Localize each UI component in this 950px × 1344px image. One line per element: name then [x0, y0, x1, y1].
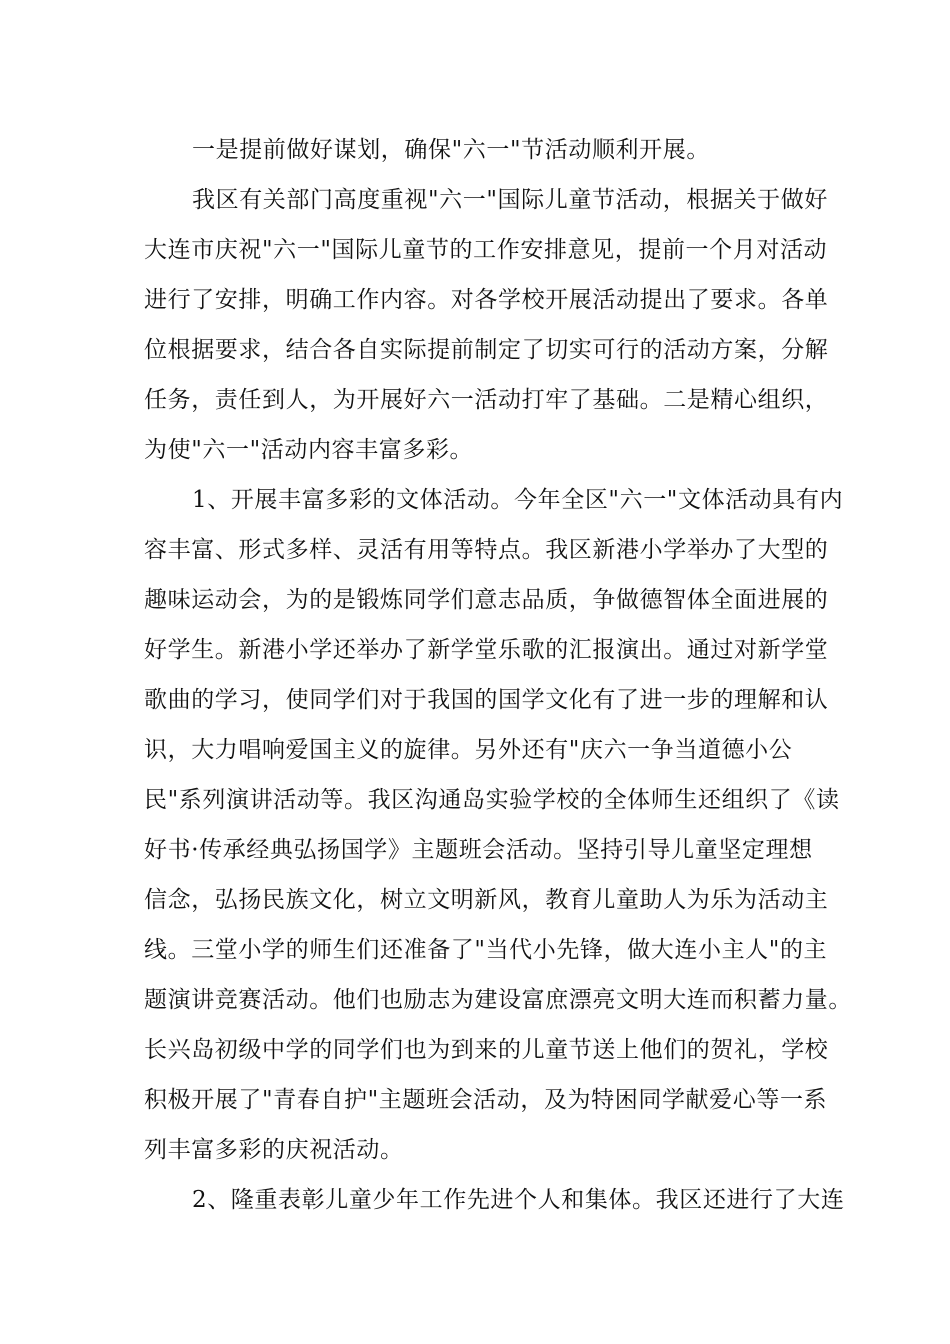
paragraph-line: 民"系列演讲活动等。我区沟通岛实验学校的全体师生还组织了《读 — [144, 787, 840, 813]
paragraph-line: 积极开展了"青春自护"主题班会活动，及为特困同学献爱心等一系 — [144, 1087, 828, 1113]
paragraph-line: 1、开展丰富多彩的文体活动。今年全区"六一"文体活动具有内 — [192, 487, 844, 513]
paragraph-line: 为使"六一"活动内容丰富多彩。 — [144, 437, 474, 463]
paragraph-line: 长兴岛初级中学的同学们也为到来的儿童节送上他们的贺礼，学校 — [144, 1037, 829, 1063]
paragraph-line: 线。三堂小学的师生们还准备了"当代小先锋，做大连小主人"的主 — [144, 937, 828, 963]
paragraph-line: 容丰富、形式多样、灵活有用等特点。我区新港小学举办了大型的 — [144, 537, 829, 563]
paragraph-line: 歌曲的学习，使同学们对于我国的国学文化有了进一步的理解和认 — [144, 687, 829, 713]
paragraph-line: 我区有关部门高度重视"六一"国际儿童节活动，根据关于做好 — [192, 187, 828, 213]
paragraph-line: 趣味运动会，为的是锻炼同学们意志品质，争做德智体全面进展的 — [144, 587, 829, 613]
paragraph-line: 好学生。新港小学还举办了新学堂乐歌的汇报演出。通过对新学堂 — [144, 637, 829, 663]
paragraph-line: 识，大力唱响爱国主义的旋律。另外还有"庆六一争当道德小公 — [144, 737, 793, 763]
paragraph-line: 列丰富多彩的庆祝活动。 — [144, 1137, 404, 1163]
paragraph-line: 任务，责任到人，为开展好六一活动打牢了基础。二是精心组织， — [144, 387, 829, 413]
paragraph-line: 进行了安排，明确工作内容。对各学校开展活动提出了要求。各单 — [144, 287, 829, 313]
paragraph-line: 位根据要求，结合各自实际提前制定了切实可行的活动方案，分解 — [144, 337, 829, 363]
paragraph-line: 好书·传承经典弘扬国学》主题班会活动。坚持引导儿童坚定理想 — [144, 837, 813, 863]
paragraph-line: 题演讲竞赛活动。他们也励志为建设富庶漂亮文明大连而积蓄力量。 — [144, 987, 852, 1013]
paragraph-line: 信念，弘扬民族文化，树立文明新风，教育儿童助人为乐为活动主 — [144, 887, 829, 913]
paragraph-line: 一是提前做好谋划，确保"六一"节活动顺利开展。 — [192, 137, 710, 163]
paragraph-line: 2、隆重表彰儿童少年工作先进个人和集体。我区还进行了大连 — [192, 1187, 845, 1213]
paragraph-line: 大连市庆祝"六一"国际儿童节的工作安排意见，提前一个月对活动 — [144, 237, 828, 263]
